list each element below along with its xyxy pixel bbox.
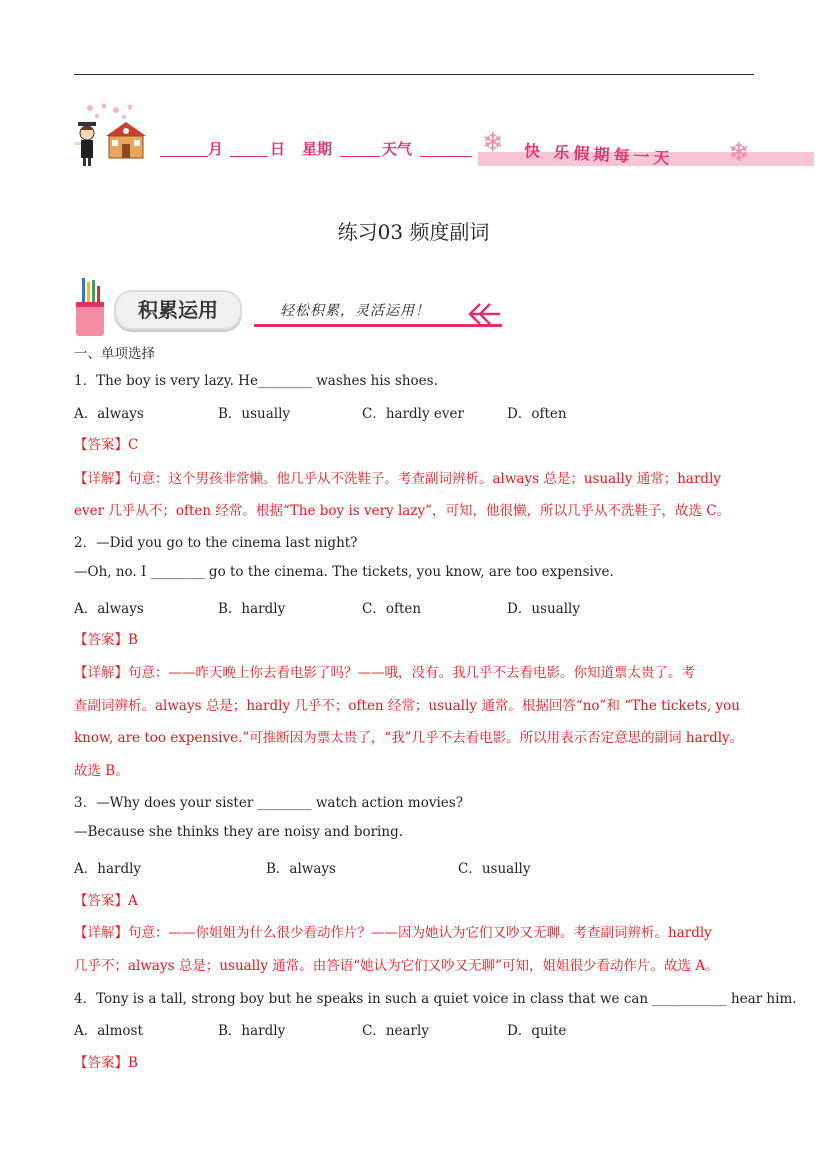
explanation-line: know, are too expensive.”可推断因为票太贵了，“我”几乎不去看电影。所以用表示否定意思的副词 hardly。: [74, 730, 744, 746]
section-header: [74, 272, 514, 338]
part-heading: 一、单项选择: [74, 346, 155, 362]
snowflake-icon: ❄: [728, 138, 750, 168]
option: A．always: [74, 406, 144, 422]
option: B．hardly: [218, 1023, 286, 1039]
explanation-line: 【详解】句意：——昨天晚上你去看电影了吗？——哦，没有。我几乎不去看电影。你知道票太贵了。考: [74, 665, 695, 681]
option: C．usually: [458, 861, 531, 877]
weather-blank: [420, 156, 472, 157]
month-label: 月: [208, 140, 224, 158]
explanation-line: ever 几乎从不；often 经常。根据“The boy is very lazy”，可知，他很懒，所以几乎从不洗鞋子，故选 C。: [74, 503, 731, 519]
option: D．usually: [507, 601, 580, 617]
day-blank: [230, 156, 268, 157]
graduate-girl-icon: [74, 120, 102, 168]
explanation-line: 故选 B。: [74, 763, 129, 779]
answer: 【答案】A: [74, 893, 138, 909]
slogan: 快 乐假期每一天: [523, 141, 674, 168]
page-title: 练习03 频度副词: [337, 220, 490, 244]
question-stem: 4．Tony is a tall, strong boy but he speaks in such a quiet voice in class that we can ___________ hear him.: [74, 991, 797, 1007]
option: A．hardly: [74, 861, 142, 877]
option: C．hardly ever: [362, 406, 464, 422]
option: C．often: [362, 601, 422, 617]
question-stem: 1．The boy is very lazy. He________ washes his shoes.: [74, 373, 438, 389]
double-arrow-left-icon: [466, 302, 500, 326]
weather-label: 天气: [382, 140, 413, 158]
day-label: 日: [270, 140, 286, 158]
section-underline: [254, 324, 502, 327]
section-subtitle: 轻松积累，灵活运用！: [280, 303, 430, 319]
weekday-blank: [340, 156, 380, 157]
explanation-line: 【详解】句意：——你姐姐为什么很少看动作片？——因为她认为它们又吵又无聊。考查副词辨析。hardly: [74, 925, 712, 941]
question-stem: 3．—Why does your sister ________ watch action movies?: [74, 795, 463, 811]
explanation-line: 查副词辨析。always 总是；hardly 几乎不；often 经常；usually 通常。根据回答“no”和 “The tickets, you: [74, 698, 740, 714]
question-stem: —Because she thinks they are noisy and boring.: [74, 824, 403, 840]
pen-holder-icon: [76, 278, 104, 336]
section-badge: [114, 290, 242, 330]
option: C．nearly: [362, 1023, 429, 1039]
section-badge-label: 积累运用: [138, 298, 218, 322]
option: A．almost: [74, 1023, 143, 1039]
answer: 【答案】B: [74, 632, 138, 648]
option: B．always: [266, 861, 336, 877]
explanation-line: 几乎不；always 总是；usually 通常。由答语“她认为它们又吵又无聊”可知，姐姐很少看动作片。故选 A。: [74, 958, 719, 974]
school-building-icon: [104, 120, 148, 160]
snowflake-icon: ❄: [482, 128, 504, 158]
explanation-line: 【详解】句意：这个男孩非常懒。他几乎从不洗鞋子。考查副词辨析。always 总是；usually 通常；hardly: [74, 471, 722, 487]
answer: 【答案】C: [74, 437, 139, 453]
option: B．hardly: [218, 601, 286, 617]
weekday-label: 星期: [302, 140, 333, 158]
option: B．usually: [218, 406, 291, 422]
question-stem: —Oh, no. I ________ go to the cinema. The tickets, you know, are too expensive.: [74, 564, 614, 580]
top-rule: [74, 74, 754, 75]
answer: 【答案】B: [74, 1055, 138, 1071]
option: D．quite: [507, 1023, 567, 1039]
decorative-flowers-icon: [82, 102, 142, 122]
option: A．always: [74, 601, 144, 617]
option: D．often: [507, 406, 567, 422]
question-stem: 2．—Did you go to the cinema last night?: [74, 535, 358, 551]
month-blank: [160, 156, 208, 157]
header-banner: [74, 100, 814, 172]
